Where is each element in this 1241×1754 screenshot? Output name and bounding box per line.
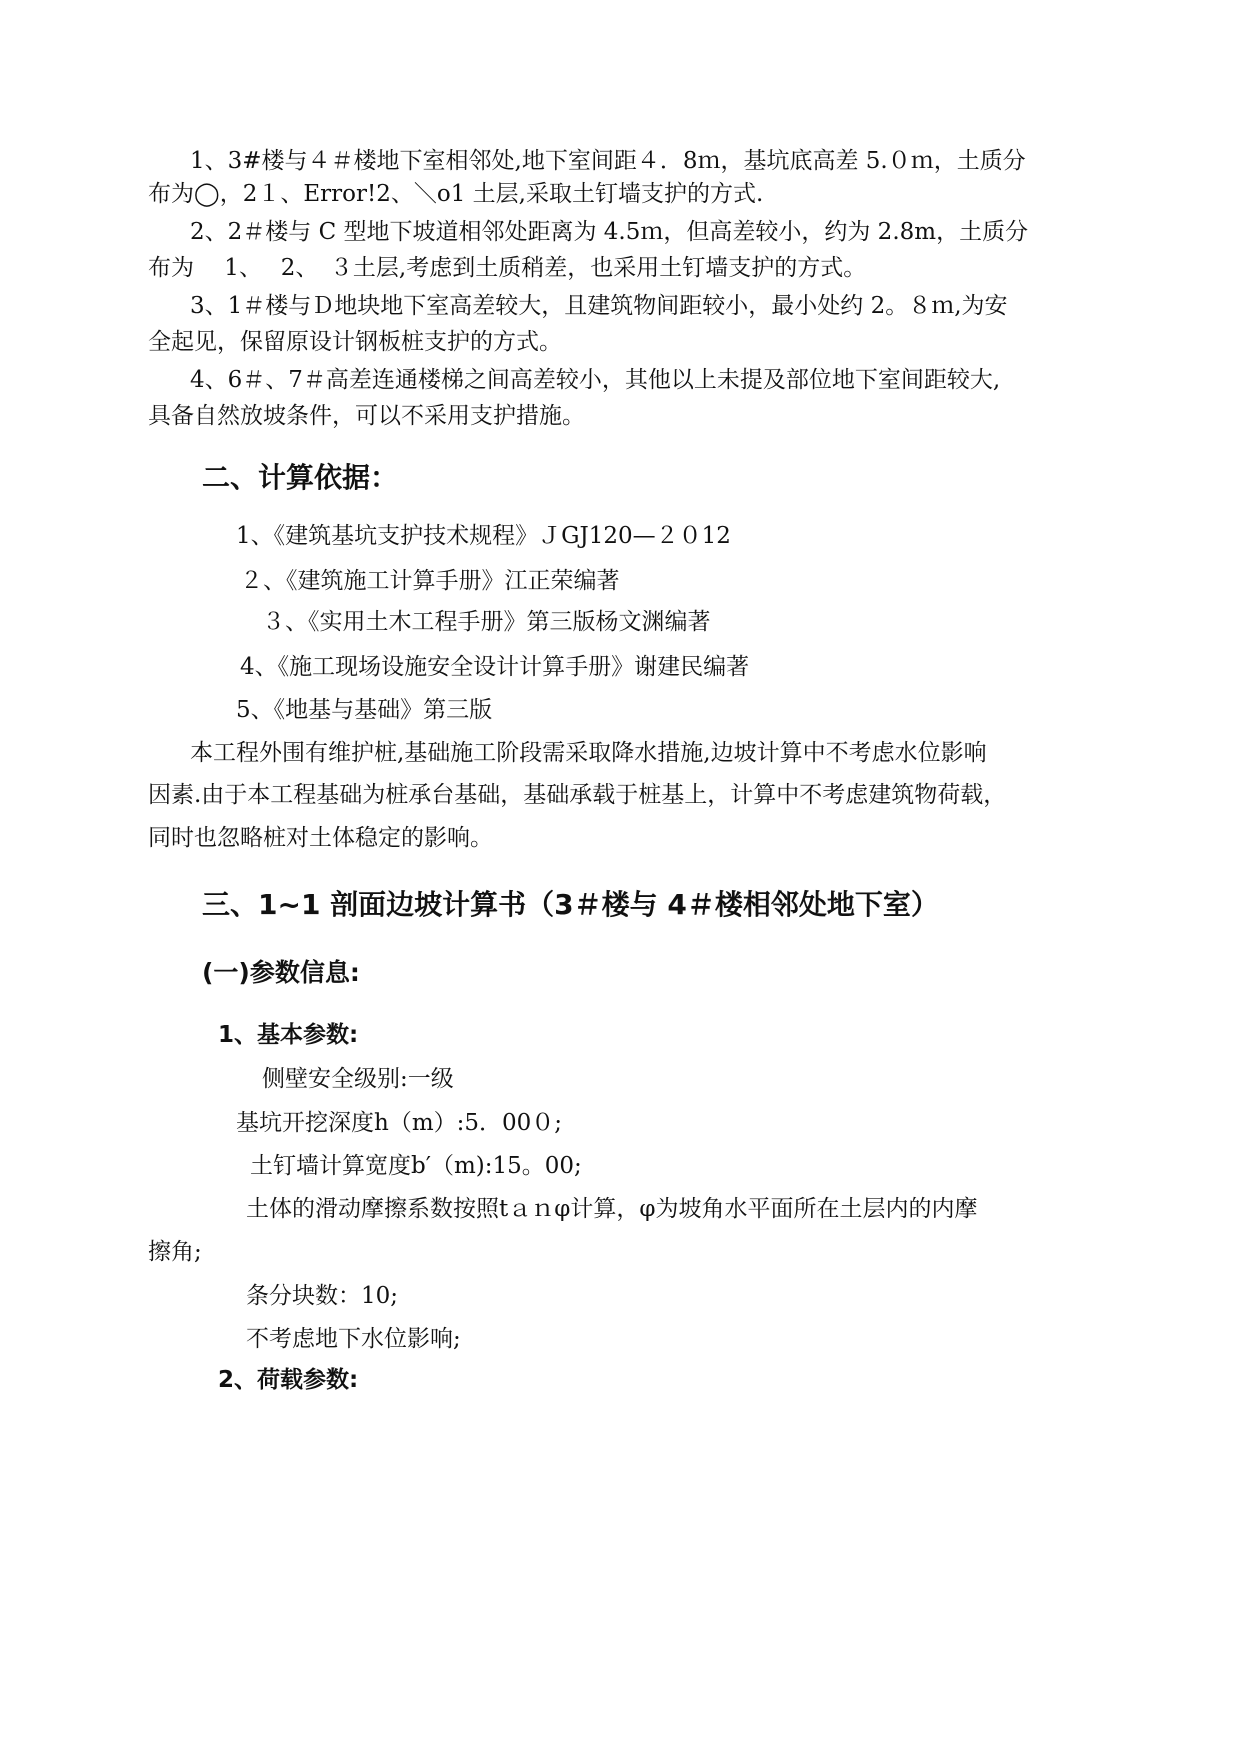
parameters-heading: (一)参数信息: <box>202 958 360 987</box>
item-2-line-2: 布为 1、 2、 ３土层,考虑到土质稍差，也采用土钉墙支护的方式。 <box>148 255 867 281</box>
basic-param-safety-level: 侧壁安全级别:一级 <box>262 1066 454 1092</box>
item-1-line-2: 布为◯，2１、Error!2、＼o1 土层,采取土钉墙支护的方式. <box>148 181 764 207</box>
basis-paragraph-line-3: 同时也忽略桩对土体稳定的影响。 <box>148 825 493 851</box>
reference-5: 5、《地基与基础》第三版 <box>236 697 493 723</box>
basic-param-slices: 条分块数：10; <box>246 1283 399 1309</box>
item-1-line-1: 1、3#楼与４＃楼地下室相邻处,地下室间距４．8ｍ，基坑底高差 5.０ｍ，土质分 <box>190 148 1026 174</box>
item-4-line-2: 具备自然放坡条件，可以不采用支护措施。 <box>148 403 585 429</box>
reference-1: 1、《建筑基坑支护技术规程》ＪGJ120—２０12 <box>236 523 731 549</box>
item-4-line-1: 4、6＃、7＃高差连通楼梯之间高差较小，其他以上未提及部位地下室间距较大, <box>190 367 1001 393</box>
section-three-heading: 三、1~1 剖面边坡计算书（3＃楼与 4＃楼相邻处地下室） <box>202 888 939 921</box>
item-3-line-2: 全起见，保留原设计钢板桩支护的方式。 <box>148 329 562 355</box>
reference-3: ３、《实用土木工程手册》第三版杨文渊编著 <box>262 609 711 635</box>
item-2-line-1: 2、2＃楼与 C 型地下坡道相邻处距离为 4.5ｍ，但高差较小，约为 2.8m，土质分 <box>190 219 1029 245</box>
basis-paragraph-line-1: 本工程外围有维护桩,基础施工阶段需采取降水措施,边坡计算中不考虑水位影响 <box>190 740 987 766</box>
item-3-line-1: 3、1＃楼与Ｄ地块地下室高差较大，且建筑物间距较小，最小处约 2。８ｍ,为安 <box>190 293 1008 319</box>
basic-parameters-heading: 1、基本参数: <box>218 1022 359 1048</box>
reference-4: 4、《施工现场设施安全设计计算手册》谢建民编著 <box>240 654 750 680</box>
reference-2: ２、《建筑施工计算手册》江正荣编著 <box>240 568 620 594</box>
basic-param-calc-width: 土钉墙计算宽度b′（m):15。00; <box>250 1153 582 1179</box>
basic-param-friction-line-1: 土体的滑动摩擦系数按照tａｎφ计算，φ为坡角水平面所在土层内的内摩 <box>246 1196 978 1222</box>
basic-param-friction-line-2: 擦角; <box>148 1239 202 1265</box>
basis-paragraph-line-2: 因素.由于本工程基础为桩承台基础，基础承载于桩基上，计算中不考虑建筑物荷载， <box>148 782 1007 808</box>
load-parameters-heading: 2、荷载参数: <box>218 1367 359 1393</box>
section-two-heading: 二、计算依据： <box>202 461 399 494</box>
basic-param-groundwater: 不考虑地下水位影响; <box>246 1326 461 1352</box>
basic-param-excavation-depth: 基坑开挖深度h（m）:5．00０; <box>236 1110 563 1136</box>
